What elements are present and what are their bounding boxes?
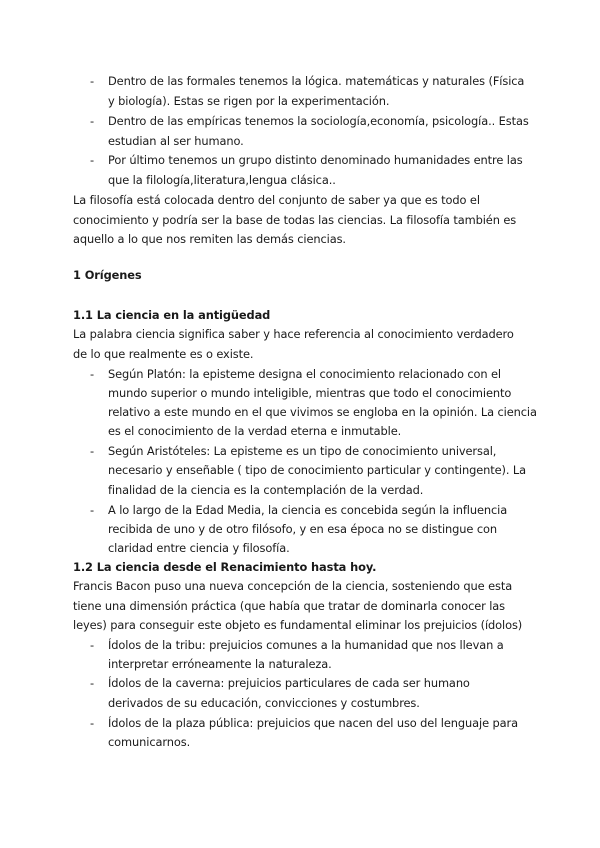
edad-media-line-3: claridad entre ciencia y filosofía. — [108, 541, 290, 555]
philosophy-line-3: aquello a lo que nos remiten las demás ciencias. — [73, 232, 346, 246]
bullet-marker: - — [90, 676, 95, 690]
section-1-2-intro-line-2: tiene una dimensión práctica (que había que tratar de dominarla conocer las — [73, 599, 506, 613]
idolos-caverna-line-2: derivados de su educación, convicciones y costumbres. — [108, 696, 420, 710]
bullet-marker: - — [90, 114, 95, 128]
section-1-2-intro-line-1: Francis Bacon puso una nueva concepción de la ciencia, sosteniendo que esta — [73, 579, 513, 593]
idolos-plaza-line-1: Ídolos de la plaza pública: prejuicios que nacen del uso del lenguaje para — [108, 716, 518, 730]
section-1-2-heading: 1.2 La ciencia desde el Renacimiento hasta hoy. — [73, 560, 377, 574]
section-1-heading: 1 Orígenes — [73, 268, 142, 282]
idolos-plaza-line-2: comunicarnos. — [108, 735, 191, 749]
section-1-1-intro-line-2: de lo que realmente es o existe. — [73, 347, 254, 361]
platon-line-3: relativo a este mundo en el que vivimos se engloba en la opinión. La ciencia — [108, 405, 537, 419]
intro-bullet-3-line-1: Por último tenemos un grupo distinto denominado humanidades entre las — [108, 153, 523, 167]
edad-media-line-1: A lo largo de la Edad Media, la ciencia es concebida según la influencia — [108, 503, 508, 517]
section-1-1-intro-line-1: La palabra ciencia significa saber y hace referencia al conocimiento verdadero — [73, 327, 514, 341]
bullet-marker: - — [90, 638, 95, 652]
section-1-1-heading: 1.1 La ciencia en la antigüedad — [73, 308, 271, 322]
intro-bullet-3-line-2: que la filología,literatura,lengua clásica.. — [108, 173, 336, 187]
idolos-tribu-line-1: Ídolos de la tribu: prejuicios comunes a la humanidad que nos llevan a — [108, 638, 504, 652]
aristoteles-line-2: necesario y enseñable ( tipo de conocimiento particular y contingente). La — [108, 463, 527, 477]
platon-line-1: Según Platón: la episteme designa el conocimiento relacionado con el — [108, 367, 501, 381]
philosophy-line-1: La filosofía está colocada dentro del conjunto de saber ya que es todo el — [73, 193, 480, 207]
bullet-marker: - — [90, 444, 95, 458]
bullet-marker: - — [90, 503, 95, 517]
intro-bullet-2-line-2: estudian al ser humano. — [108, 134, 244, 148]
idolos-caverna-line-1: Ídolos de la caverna: prejuicios particulares de cada ser humano — [108, 676, 470, 690]
intro-bullet-1-line-1: Dentro de las formales tenemos la lógica. matemáticas y naturales (Física — [108, 74, 525, 88]
platon-line-4: es el conocimiento de la verdad eterna e inmutable. — [108, 424, 402, 438]
bullet-marker: - — [90, 153, 95, 167]
idolos-tribu-line-2: interpretar erróneamente la naturaleza. — [108, 657, 332, 671]
bullet-marker: - — [90, 74, 95, 88]
edad-media-line-2: recibida de uno y de otro filósofo, y en esa época no se distingue con — [108, 522, 497, 536]
bullet-marker: - — [90, 367, 95, 381]
bullet-marker: - — [90, 716, 95, 730]
intro-bullet-1-line-2: y biología). Estas se rigen por la experimentación. — [108, 94, 390, 108]
aristoteles-line-1: Según Aristóteles: La episteme es un tipo de conocimiento universal, — [108, 444, 497, 458]
section-1-2-intro-line-3: leyes) para conseguir este objeto es fundamental eliminar los prejuicios (ídolos) — [73, 618, 523, 632]
aristoteles-line-3: finalidad de la ciencia es la contemplación de la verdad. — [108, 483, 424, 497]
philosophy-line-2: conocimiento y podría ser la base de todas las ciencias. La filosofía también es — [73, 213, 517, 227]
intro-bullet-2-line-1: Dentro de las empíricas tenemos la sociología,economía, psicología.. Estas — [108, 114, 529, 128]
platon-line-2: mundo superior o mundo inteligible, mientras que todo el conocimiento — [108, 386, 512, 400]
